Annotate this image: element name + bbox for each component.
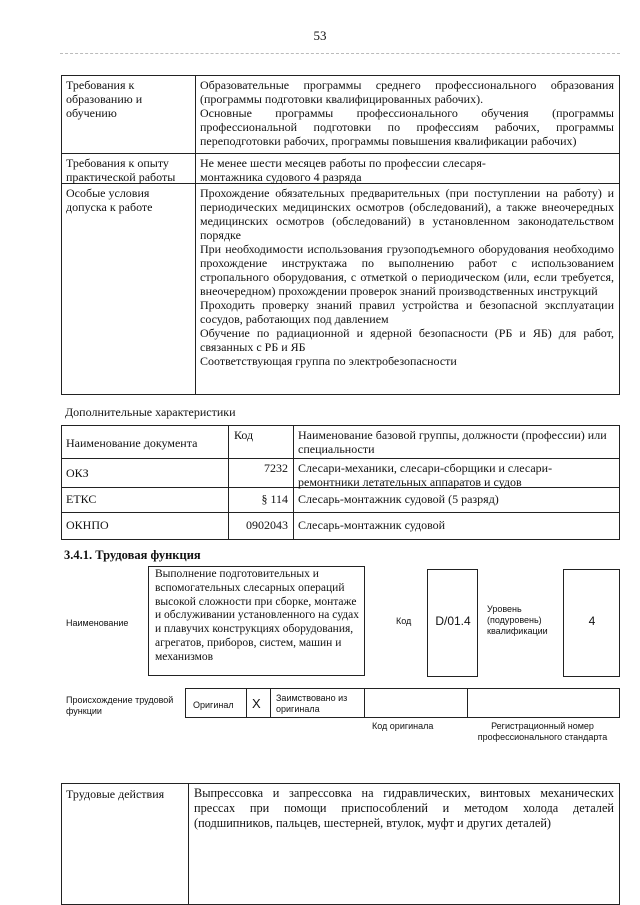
- req-admission-value: [200, 186, 614, 368]
- function-name-label: Наименование: [66, 618, 129, 628]
- function-code-label: Код: [396, 616, 412, 626]
- req-education-value: [200, 78, 614, 148]
- header-divider: [60, 53, 620, 54]
- function-name-value: Выполнение подготовительных и вспомогательных слесарных операций высокой сложности при сборке, монтаже и обслуживании установленного на судах и плавучих конструкциях оборудования, агрегатов, приборов, систем, машин и механизмов: [155, 568, 359, 663]
- req-education-label: Требования к образованию и обучению: [66, 78, 143, 120]
- origin-borrowed: Заимствовано из оригинала: [276, 693, 348, 714]
- function-level-label: Уровень (подуровень) квалификации: [487, 604, 548, 636]
- origin-label: Происхождение трудовой функции: [66, 695, 174, 716]
- table-row-okz-code: 7232: [264, 461, 288, 475]
- additional-header-doc: Наименование документа: [66, 436, 198, 450]
- origin-code-caption: Код оригинала: [372, 721, 434, 731]
- table-row-etks-name: Слесарь-монтажник судовой (5 разряд): [298, 492, 499, 506]
- req-admission-label: Особые условия допуска к работе: [66, 186, 153, 214]
- origin-reg-caption: Регистрационный номер профессионального стандарта: [477, 721, 608, 742]
- req-experience-value: [200, 156, 614, 184]
- table-row-oknpo-code: 0902043: [246, 518, 288, 532]
- page-number: 53: [313, 28, 327, 43]
- req-admission-line: При необходимости использования грузоподъемного оборудования необходимо прохождение инструктажа по выполнению работ с использованием стропального оборудования, с отметкой о периодическом (или, если требуется, внеочередном) прохождении проверок знаний производственных инструкций: [200, 242, 614, 298]
- table-row-etks-code: § 114: [261, 492, 288, 506]
- function-heading: 3.4.1. Трудовая функция: [64, 548, 201, 562]
- origin-original: Оригинал: [193, 700, 234, 710]
- req-education-line: Образовательные программы среднего профессионального образования (программы подготовки квалифицированных рабочих).: [200, 78, 614, 106]
- req-admission-line: Обучение по радиационной и ядерной безопасности (РБ и ЯБ) для работ, связанных с РБ и ЯБ: [200, 326, 614, 354]
- additional-header-code: Код: [234, 428, 254, 442]
- req-admission-line: Прохождение обязательных предварительных (при поступлении на работу) и периодических медицинских осмотров (обследований), а также внеочередных медицинских осмотров (обследований) в установленном законодательством порядке: [200, 186, 614, 242]
- additional-title: Дополнительные характеристики: [65, 405, 236, 419]
- function-level-value: 4: [588, 614, 596, 628]
- actions-label: Трудовые действия: [66, 787, 165, 801]
- table-row-oknpo-doc: ОКНПО: [66, 518, 109, 532]
- actions-text: Выпрессовка и запрессовка на гидравлических, винтовых механических прессах при помощи приспособлений и методом холода деталей (подшипников, пальцев, шестерней, втулок, муфт и других деталей): [194, 786, 614, 830]
- origin-mark: X: [252, 696, 261, 711]
- req-admission-line: Соответствующая группа по электробезопасности: [200, 354, 457, 368]
- table-row-okz-name: Слесари-механики, слесари-сборщики и слесари-ремонтники летательных аппаратов и судов: [298, 461, 553, 489]
- origin-box: [185, 688, 620, 718]
- table-row-etks-doc: ЕТКС: [66, 492, 97, 506]
- req-admission-line: Проходить проверку знаний правил устройства и безопасной эксплуатации сосудов, работающих под давлением: [200, 298, 614, 326]
- req-education-line: Основные программы профессионального обучения (программы профессиональной подготовки по профессиям рабочих, программы переподготовки рабочих, программы повышения квалификации рабочих): [200, 106, 614, 148]
- req-experience-label: Требования к опыту практической работы: [66, 156, 176, 184]
- table-row-oknpo-name: Слесарь-монтажник судовой: [298, 518, 446, 532]
- req-experience-line: Не менее шести месяцев работы по профессии слесаря-монтажника судового 4 разряда: [200, 156, 486, 184]
- function-code-value: D/01.4: [435, 614, 471, 628]
- table-row-okz-doc: ОКЗ: [66, 466, 89, 480]
- additional-header-name: Наименование базовой группы, должности (профессии) или специальности: [298, 428, 607, 456]
